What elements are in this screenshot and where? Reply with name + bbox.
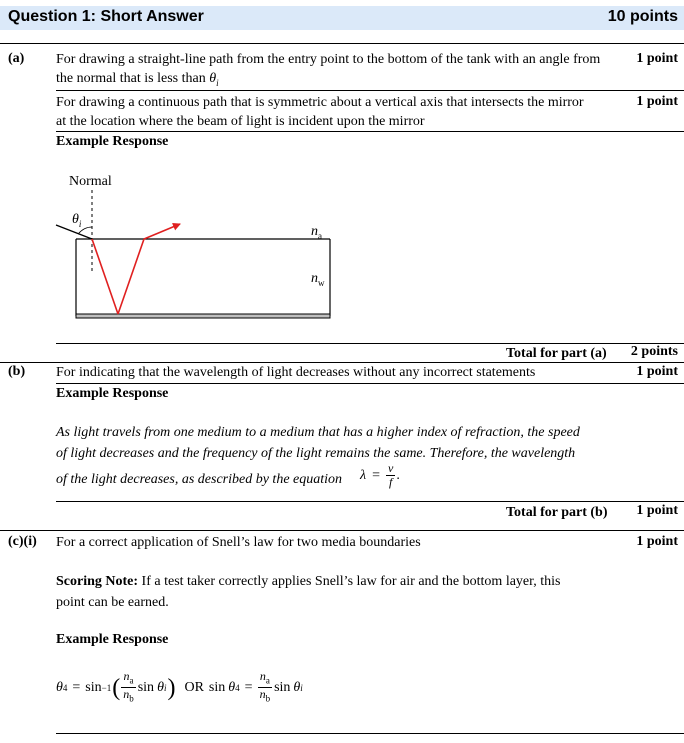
page-title: Question 1: Short Answer (8, 8, 204, 25)
part-b-label: (b) (8, 364, 26, 379)
part-b-total-points: 1 point (636, 503, 678, 518)
part-c-label: (c)(i) (8, 534, 37, 549)
normal-label: Normal (69, 174, 112, 189)
eq-numerator: v (387, 461, 394, 475)
angle-arc (78, 227, 92, 234)
part-a-criterion-2-line2: at the location where the beam of light is incident upon the mirror (56, 114, 425, 129)
part-c-example-heading: Example Response (56, 632, 169, 647)
incident-ray (56, 225, 92, 239)
f-theta4: θ (56, 679, 63, 695)
f2-sub-b: b (265, 693, 271, 704)
total-points: 10 points (607, 8, 678, 25)
part-a-criterion-1-text: For drawing a straight-line path from the entry point to the bottom of the tank with an angle from the normal that is less than (56, 52, 601, 86)
f-sub-i: i (163, 682, 167, 693)
f-sin2: sin (208, 679, 226, 695)
part-b-criterion: For indicating that the wavelength of light decreases without any incorrect statements (56, 365, 536, 380)
part-a-example-heading: Example Response (56, 134, 169, 149)
part-a-total-points: 2 points (630, 344, 678, 359)
na-sub: a (318, 230, 322, 241)
part-a-criterion-2 (56, 93, 626, 131)
part-c-criterion-points: 1 point (636, 534, 678, 549)
refraction-diagram (40, 180, 350, 325)
f-fraction-2 (258, 670, 273, 706)
part-a-criterion-2-points: 1 point (636, 94, 678, 109)
f-n-a: n (123, 669, 130, 683)
part-a-criterion-1 (56, 50, 616, 93)
part-b-criterion-points: 1 point (636, 364, 678, 379)
f-or: OR (184, 679, 204, 695)
theta-symbol: θ (209, 71, 217, 86)
part-c-bottom-divider (56, 733, 684, 734)
eq-equals: = (372, 467, 380, 483)
diagram-theta-sub: i (78, 218, 82, 229)
scoring-note (56, 571, 656, 613)
diagram-theta-symbol: θ (72, 212, 79, 227)
f-sub4b: 4 (235, 682, 240, 693)
f-sub-i2: i (300, 682, 303, 693)
scoring-note-label: Scoring Note: (56, 574, 139, 589)
f-theta-i2: θ (293, 679, 301, 695)
f-paren-close: ) (167, 674, 176, 701)
theta-sub: i (216, 77, 219, 88)
f-sub4: 4 (62, 682, 68, 693)
reflected-ray-up (118, 239, 144, 314)
f-paren-open: ( (112, 674, 121, 701)
f-fraction-1 (121, 670, 136, 706)
eq-period: . (396, 467, 400, 483)
eq-fraction (386, 462, 395, 489)
f-theta4b: θ (228, 679, 236, 695)
snell-formula (56, 670, 303, 706)
eq-denominator: f (386, 475, 395, 489)
mirror (76, 314, 330, 318)
f-theta-i: θ (157, 679, 164, 695)
part-b-response (56, 422, 656, 464)
eq-lambda: λ (360, 467, 367, 483)
f-n-b: n (123, 687, 130, 702)
part-c-criterion: For a correct application of Snell’s law for two media boundaries (56, 535, 421, 550)
part-b-example-heading: Example Response (56, 386, 169, 401)
f2-n-b: n (259, 687, 266, 702)
f-sup-inv: −1 (101, 682, 112, 693)
f2-sub-a: a (265, 675, 270, 686)
f-sin3: sin (274, 679, 291, 695)
scoring-note-text1: If a test taker correctly applies Snell’s law for air and the bottom layer, this (138, 574, 561, 589)
f-sin-inv: sin (85, 679, 102, 695)
part-b-divider-2 (56, 501, 684, 502)
f2-n-a: n (259, 669, 266, 683)
part-b-response-line1: As light travels from one medium to a medium that has a higher index of refraction, the speed (56, 425, 580, 440)
nw-symbol: n (311, 271, 318, 286)
part-a-label: (a) (8, 51, 25, 66)
part-a-criterion-1-points: 1 point (636, 51, 678, 66)
f-eq1: = (72, 679, 81, 695)
part-a-divider-1 (56, 90, 684, 91)
part-b-response-line3: of the light decreases, as described by the equation (56, 472, 343, 487)
f-sub-b: b (129, 693, 134, 704)
na-symbol: n (311, 224, 318, 239)
part-b-response-line2: of light decreases and the frequency of the light remains the same. Therefore, the wavelength (56, 446, 576, 461)
exit-ray (144, 224, 180, 239)
part-a-total-label: Total for part (a) (506, 346, 607, 361)
f-sin1: sin (137, 679, 155, 695)
refracted-ray-down (92, 239, 118, 314)
part-a-criterion-2-line1: For drawing a continuous path that is symmetric about a vertical axis that intersects the mirror (56, 95, 584, 110)
part-b-end-divider (0, 530, 684, 531)
f-eq2: = (244, 679, 253, 695)
header-divider (0, 43, 684, 44)
nw-sub: w (318, 277, 325, 288)
part-b-total-label: Total for part (b) (506, 505, 608, 520)
wavelength-equation (360, 462, 400, 489)
scoring-note-text2: point can be earned. (56, 595, 169, 610)
f-sub-a: a (129, 675, 134, 686)
